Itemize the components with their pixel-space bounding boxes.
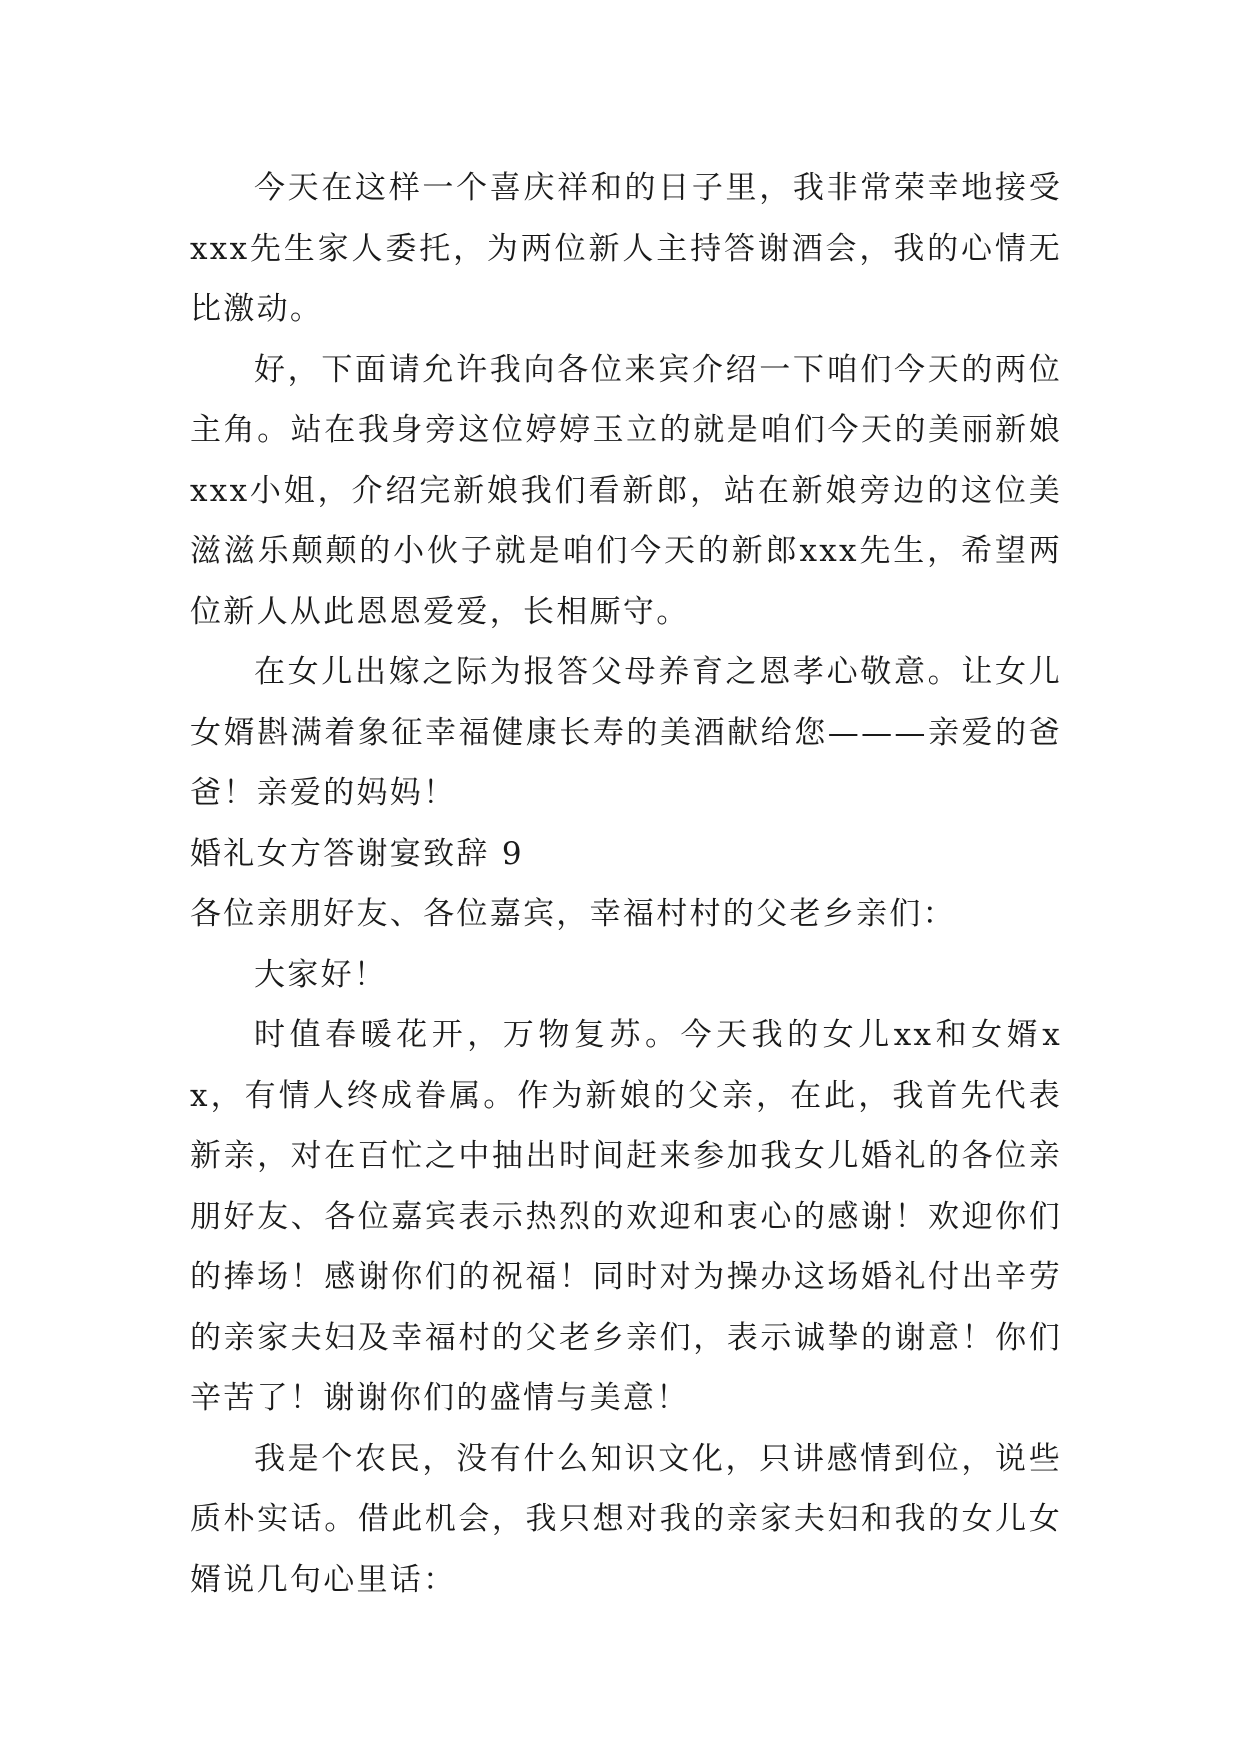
section-title: 婚礼女方答谢宴致辞 9	[190, 835, 524, 872]
paragraph-heartfelt-words: 我是个农民，没有什么知识文化，只讲感情到位，说些质朴实话。借此机会，我只想对我的亲家夫妇和我的女儿女婿说几句心里话：	[190, 1440, 1062, 1598]
document-body	[190, 158, 1062, 1610]
paragraph-host-intro: 今天在这样一个喜庆祥和的日子里，我非常荣幸地接受xxx先生家人委托，为两位新人主持答谢酒会，我的心情无比激动。	[190, 170, 1062, 327]
paragraph-toast-parents: 在女儿出嫁之际为报答父母养育之恩孝心敬意。让女儿女婿斟满着象征幸福健康长寿的美酒献给您———亲爱的爸爸！亲爱的妈妈！	[190, 654, 1062, 811]
paragraph-greeting: 大家好！	[254, 956, 388, 993]
salutation: 各位亲朋好友、各位嘉宾，幸福村村的父老乡亲们：	[190, 896, 956, 932]
paragraph-thanks: 时值春暖花开，万物复苏。今天我的女儿xx和女婿xx，有情人终成眷属。作为新娘的父亲，在此，我首先代表新亲，对在百忙之中抽出时间赶来参加我女儿婚礼的各位亲朋好友、各位嘉宾表示热烈的欢迎和衷心的感谢！欢迎你们的捧场！感谢你们的祝福！同时对为操办这场婚礼付出辛劳的亲家夫妇及幸福村的父老乡亲们，表示诚挚的谢意！你们辛苦了！谢谢你们的盛情与美意！	[190, 1017, 1062, 1416]
paragraph-introduce-couple: 好，下面请允许我向各位来宾介绍一下咱们今天的两位主角。站在我身旁这位婷婷玉立的就是咱们今天的美丽新娘xxx小姐，介绍完新娘我们看新郎，站在新娘旁边的这位美滋滋乐颠颠的小伙子就是咱们今天的新郎xxx先生，希望两位新人从此恩恩爱爱，长相厮守。	[190, 351, 1062, 630]
